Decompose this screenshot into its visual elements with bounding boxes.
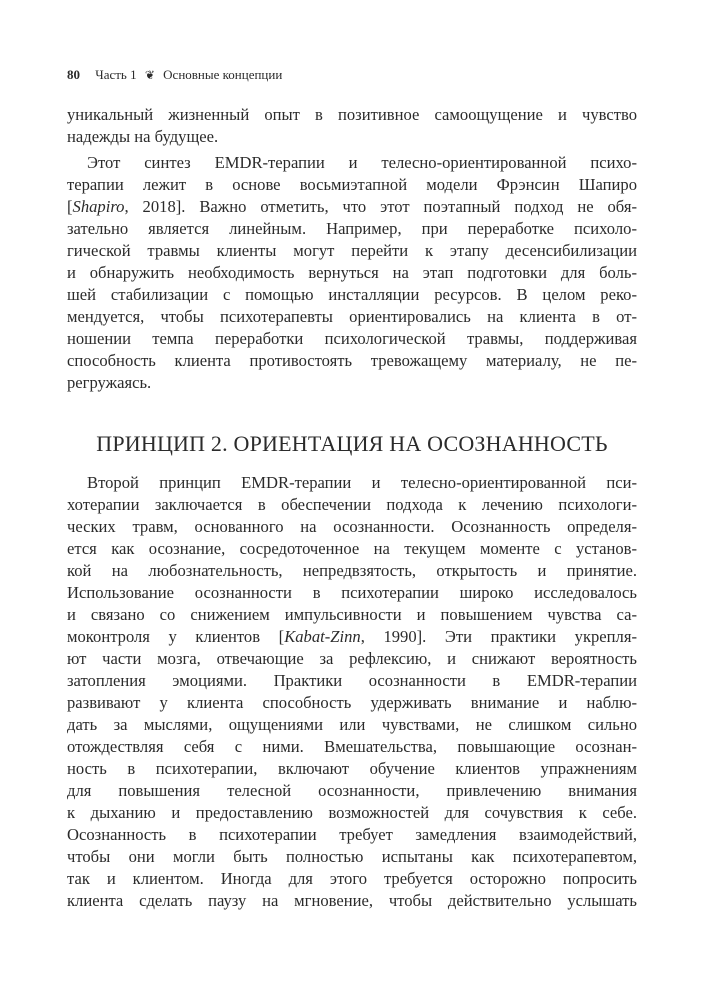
paragraph-3-line: и связано со снижением импульсивности и повышением чувства са- xyxy=(67,605,637,624)
paragraph-3-line: затопления эмоциями. Практики осознанности в EMDR-терапии xyxy=(67,671,637,690)
paragraph-3-line: чтобы они могли быть полностью испытаны как психотерапевтом, xyxy=(67,847,637,866)
paragraph-3-line: кой на любознательность, непредвзятость, открытость и принятие. xyxy=(67,561,637,580)
paragraph-3-line: ется как осознание, сосредоточенное на текущем моменте с установ- xyxy=(67,539,637,558)
paragraph-2-line: Этот синтез EMDR-терапии и телесно-ориентированной психо- xyxy=(87,153,637,172)
paragraph-3-line: хотерапии заключается в обеспечении подхода к лечению психологи- xyxy=(67,495,637,514)
paragraph-3-line: так и клиентом. Иногда для этого требуется осторожно попросить xyxy=(67,869,637,888)
paragraph-2-line: [Shapiro, 2018]. Важно отметить, что этот поэтапный подход не обя- xyxy=(67,197,637,216)
section-label: Основные концепции xyxy=(163,67,283,82)
paragraph-3-line: Использование осознанности в психотерапии широко исследовалось xyxy=(67,583,637,602)
part-label: Часть 1 xyxy=(95,67,137,82)
paragraph-3-line: клиента сделать паузу на мгновение, чтобы действительно услышать xyxy=(67,891,637,910)
paragraph-2-line: регружаясь. xyxy=(67,373,152,392)
paragraph-3-line: Осознанность в психотерапии требует замедления взаимодействий, xyxy=(67,825,637,844)
citation-kabat-zinn: Kabat-Zinn xyxy=(284,627,361,646)
paragraph-3-line: Второй принцип EMDR-терапии и телесно-ориентированной пси- xyxy=(87,473,637,492)
paragraph-3-line: ческих травм, основанного на осознанности. Осознанность определя- xyxy=(67,517,637,536)
paragraph-2-line: терапии лежит в основе восьмиэтапной модели Фрэнсин Шапиро xyxy=(67,175,637,194)
paragraph-2-line: гической травмы клиенты могут перейти к этапу десенсибилизации xyxy=(67,241,637,260)
paragraph-2-line: зательно является линейным. Например, при переработке психоло- xyxy=(67,219,637,238)
paragraph-3-line: моконтроля у клиентов [Kabat-Zinn, 1990]. Эти практики укрепля- xyxy=(67,627,637,646)
paragraph-1-line: уникальный жизненный опыт в позитивное самоощущение и чувство xyxy=(67,105,637,124)
paragraph-2-line: ношении темпа переработки психологической травмы, поддерживая xyxy=(67,329,637,348)
paragraph-2-line: способность клиента противостоять тревожащему материалу, не пе- xyxy=(67,351,637,370)
section-heading: ПРИНЦИП 2. ОРИЕНТАЦИЯ НА ОСОЗНАННОСТЬ xyxy=(96,431,608,456)
paragraph-2-line: мендуется, чтобы психотерапевты ориентировались на клиента в от- xyxy=(67,307,637,326)
citation-shapiro: Shapiro xyxy=(72,197,125,216)
paragraph-3-line: ют части мозга, отвечающие за рефлексию, и снижают вероятность xyxy=(67,649,637,668)
paragraph-3-line: для повышения телесной осознанности, привлечению внимания xyxy=(67,781,637,800)
paragraph-3-line: развивают у клиента способность удерживать внимание и наблю- xyxy=(67,693,637,712)
paragraph-2-line: шей стабилизации с помощью инсталляции ресурсов. В целом реко- xyxy=(67,285,637,304)
paragraph-3-line: отождествляя себя с ними. Вмешательства, повышающие осознан- xyxy=(67,737,637,756)
paragraph-3-line: дать за мыслями, ощущениями или чувствами, не слишком сильно xyxy=(67,715,637,734)
running-head xyxy=(67,66,282,84)
paragraph-3-line: ность в психотерапии, включают обучение клиентов упражнениям xyxy=(67,759,637,778)
paragraph-1-line: надежды на будущее. xyxy=(67,127,219,146)
paragraph-2-line: и обнаружить необходимость вернуться на этап подготовки для боль- xyxy=(67,263,637,282)
ornament-icon: ❦ xyxy=(144,68,155,82)
paragraph-3-line: к дыханию и предоставлению возможностей для сочувствия к себе. xyxy=(67,803,637,822)
page-number: 80 xyxy=(67,67,80,82)
